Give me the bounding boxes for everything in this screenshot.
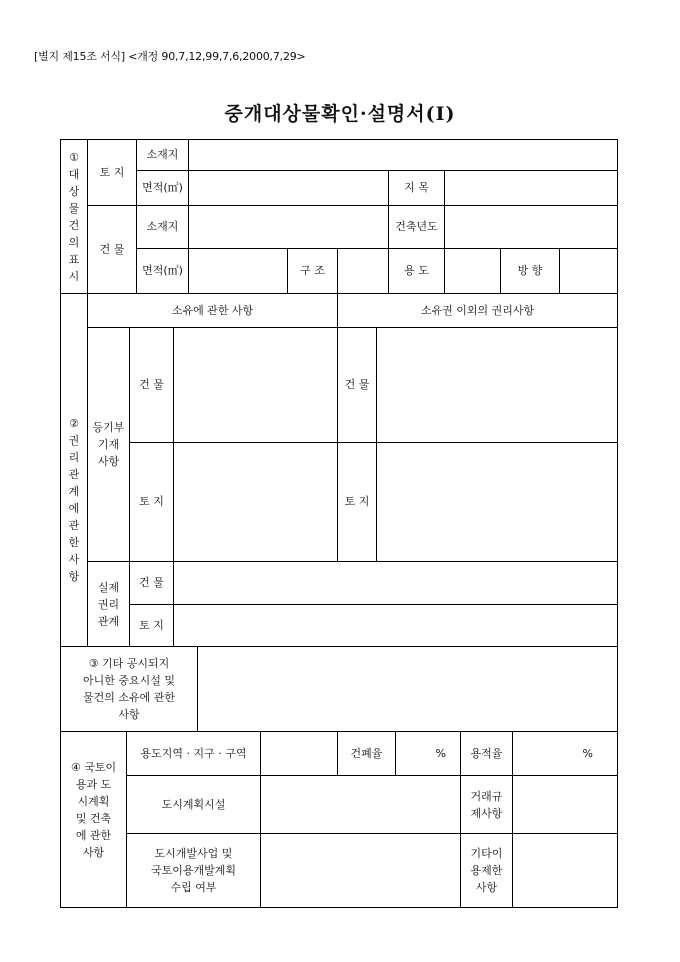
ownership-header: 소유에 관한 사항: [171, 303, 254, 317]
transaction-regulation-label: 거래규 제사항: [470, 789, 503, 820]
building-label: 건 물: [99, 242, 125, 256]
registry-label: 등기부 기재 사항: [92, 421, 125, 468]
land-area-field[interactable]: [189, 171, 388, 205]
section4-label: ④ 국토이 용과 도 시계획 및 건축 에 관한 사항: [70, 760, 117, 859]
actual-land-label: 토 지: [139, 618, 164, 632]
coverage-unit: %: [435, 746, 446, 760]
coverage-field[interactable]: [396, 732, 460, 775]
registry-land-label: 토 지: [139, 495, 164, 508]
development-plan-field[interactable]: [261, 834, 460, 907]
actual-building-field[interactable]: [174, 562, 617, 604]
floor-ratio-field[interactable]: [513, 732, 617, 775]
registry-building-label: 건 물: [139, 378, 164, 391]
floor-ratio-unit: %: [582, 746, 593, 760]
other-rights-building-label: 건 물: [344, 378, 370, 391]
structure-field[interactable]: [338, 249, 388, 293]
section2-label: ② 권 리 관 계 에 관 한 사 항: [68, 417, 80, 583]
other-restrictions-label: 기타이 용제한 사항: [470, 847, 503, 894]
development-plan-label: 도시개발사업 및 국토이용개발계획 수립 여부: [150, 847, 236, 894]
structure-label: 구 조: [300, 264, 325, 277]
building-area-field[interactable]: [189, 249, 287, 293]
other-rights-header: 소유권 이외의 권리사항: [420, 303, 535, 317]
zoning-field[interactable]: [261, 732, 337, 775]
building-location-field[interactable]: [189, 206, 388, 248]
year-built-field[interactable]: [445, 206, 617, 248]
direction-label: 방 향: [517, 264, 543, 277]
floor-ratio-label: 용적율: [470, 746, 503, 760]
section1-label: ① 대 상 물 건 의 표 시: [68, 150, 80, 283]
registry-building-ownership-field[interactable]: [174, 328, 337, 442]
registry-land-ownership-field[interactable]: [174, 443, 337, 561]
usage-field[interactable]: [445, 249, 500, 293]
usage-label: 용 도: [404, 264, 429, 277]
actual-land-field[interactable]: [174, 605, 617, 646]
land-label: 토 지: [99, 165, 125, 179]
year-built-label: 건축년도: [395, 220, 438, 233]
actual-building-label: 건 물: [139, 576, 164, 589]
land-category-label: 지 목: [404, 181, 429, 194]
section3-label: ③ 기타 공시되지 아니한 중요시설 및 물건의 소유에 관한 사항: [82, 657, 175, 721]
building-area-label: 면적(㎡): [142, 264, 183, 277]
urban-facilities-label: 도시계획시설: [161, 797, 226, 811]
land-location-label: 소재지: [146, 148, 179, 161]
coverage-label: 건폐율: [350, 746, 383, 760]
direction-field[interactable]: [560, 249, 617, 293]
land-category-field[interactable]: [445, 171, 617, 205]
land-location-field[interactable]: [189, 140, 617, 170]
building-location-label: 소재지: [146, 220, 179, 233]
other-rights-building-field[interactable]: [377, 328, 617, 442]
document-title: 중개대상물확인·설명서(Ⅰ): [224, 103, 456, 125]
zoning-label: 용도지역 · 지구 · 구역: [140, 746, 247, 760]
form-number: [별지 제15조 서식] <개정 90,7,12,99,7,6,2000,7,29>: [34, 50, 306, 63]
other-restrictions-field[interactable]: [513, 834, 617, 907]
land-area-label: 면적(㎡): [142, 181, 183, 194]
other-rights-land-label: 토 지: [344, 495, 370, 508]
other-rights-land-field[interactable]: [377, 443, 617, 561]
section3-field[interactable]: [198, 647, 617, 731]
urban-facilities-field[interactable]: [261, 776, 460, 833]
transaction-regulation-field[interactable]: [513, 776, 617, 833]
actual-rights-label: 실제 권리 관계: [97, 580, 120, 628]
